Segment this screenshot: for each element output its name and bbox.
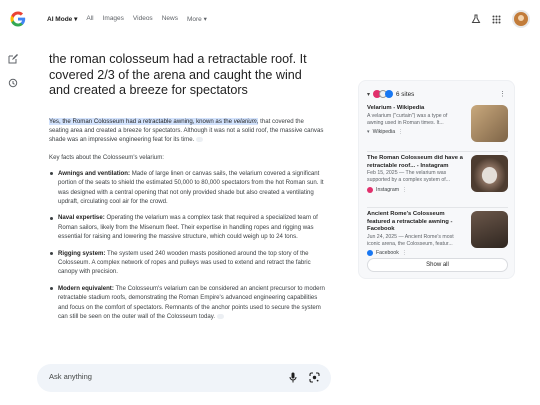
citation-link-icon[interactable] [217,314,224,319]
source-card[interactable] [367,211,508,261]
ask-input[interactable] [49,372,269,381]
more-options-icon[interactable]: ⋮ [402,186,408,193]
facebook-icon [385,90,393,98]
more-options-icon[interactable]: ⋮ [401,250,407,257]
tab-all[interactable]: All [86,15,94,22]
list-item: Rigging system: The system used 240 wooden masts positioned around the top story of the Colosseum. A complex network of ropes and pulleys was used to extend and retract the fabric canopy with precision. [49,249,325,277]
facts-heading: Key facts about the Colosseum's velarium: [49,153,164,161]
source-card-thumbnail [471,105,508,142]
list-item: Modern equivalent: The Colosseum's velarium can be considered an ancient precursor to modern retractable stadium roofs, demonstrating the Roman Empire's advanced engineering capabilities and focus on the comfort of spectators. Remnants of the anchor points used to secure the system can still be seen on the outer wall of the Colosseum today. [49,284,325,322]
labs-flask-icon[interactable] [471,14,481,24]
sources-header[interactable] [367,90,414,98]
left-rail [8,54,18,88]
microphone-icon[interactable] [289,372,297,383]
top-bar [0,0,540,40]
instagram-icon [367,187,373,193]
facebook-icon [367,250,373,256]
ask-bar [37,364,331,392]
tab-ai-mode[interactable]: AI Mode ▾ [47,16,78,23]
source-card-thumbnail [471,211,508,248]
source-card-snippet: Jun 24, 2025 — Ancient Rome's most iconic arena, the Colosseum, featur... [367,233,454,247]
apps-grid-icon[interactable] [492,15,501,24]
citation-link-icon[interactable] [196,137,203,142]
source-card-snippet: A velarium ("curtain") was a type of awning used in Roman times. It... [367,112,448,126]
chevron-down-icon: ▾ [367,91,371,98]
new-chat-icon[interactable] [8,54,18,64]
tab-images[interactable]: Images [102,15,124,22]
source-favicons [373,90,393,98]
highlighted-answer: Yes, the Roman Colosseum had a retractable awning, known as the velarium, [49,117,259,125]
list-item: Naval expertise: Operating the velarium was a complex task that required a specialized team of Roman sailors, likely from the Misenum fleet. Their expertise in handling ropes and rigging was essential for raising and lowering the massive structure, which could weigh up to 24 tons. [49,213,325,241]
history-icon[interactable] [8,78,18,88]
more-options-icon[interactable]: ⋮ [499,91,506,98]
answer-intro: Yes, the Roman Colosseum had a retractable awning, known as the velarium, that covered the seating area and created a breeze for spectators. Although it was not a solid roof, the massive canvas shade was an impressive engineering feat for its time. [49,117,324,144]
more-options-icon[interactable]: ⋮ [398,129,404,135]
divider [367,207,508,208]
main-content [49,52,325,328]
source-card-origin: ▾ Wikipedia ⋮ [367,129,404,135]
source-card-title[interactable]: Velarium - Wikipedia [367,105,425,111]
google-logo-icon[interactable] [9,10,27,28]
query-heading: the roman colosseum had a retractable roof. It covered 2/3 of the arena and caught the wind and created a breeze for spectators [49,52,307,97]
tab-more[interactable]: More ▾ [186,16,207,23]
account-avatar[interactable] [512,10,530,28]
divider [367,151,508,152]
source-card-origin: Facebook ⋮ [367,250,508,256]
search-tabs [47,15,207,23]
show-all-button[interactable]: Show all [367,258,508,272]
source-card-snippet: Feb 15, 2025 — The velarium was supported by a complex system of... [367,170,451,184]
source-card-origin: Instagram ⋮ [367,187,508,193]
source-card-title[interactable]: The Roman Colosseum did have a retractable roof... - Instagram [367,155,463,169]
source-card-thumbnail [471,155,508,192]
sources-panel [358,80,515,279]
tab-news[interactable]: News [161,15,178,22]
sources-count: 6 sites [396,90,415,98]
facts-list [49,169,325,322]
source-card-title[interactable]: Ancient Rome's Colosseum featured a retractable awning - Facebook [367,211,453,233]
chevron-down-icon[interactable]: ▾ [367,129,370,135]
tab-videos[interactable]: Videos [132,15,153,22]
source-card[interactable] [367,105,508,155]
list-item: Awnings and ventilation: Made of large linen or canvas sails, the velarium covered a significant portion of the seats to shield the estimated 50,000 to 80,000 spectators from the hot Roman sun. It was designed with a central opening that not only provided shade but also created a ventilating updraft, circulating cool air for the crowd. [49,169,325,207]
google-lens-icon[interactable] [309,372,320,383]
source-card[interactable] [367,155,508,205]
